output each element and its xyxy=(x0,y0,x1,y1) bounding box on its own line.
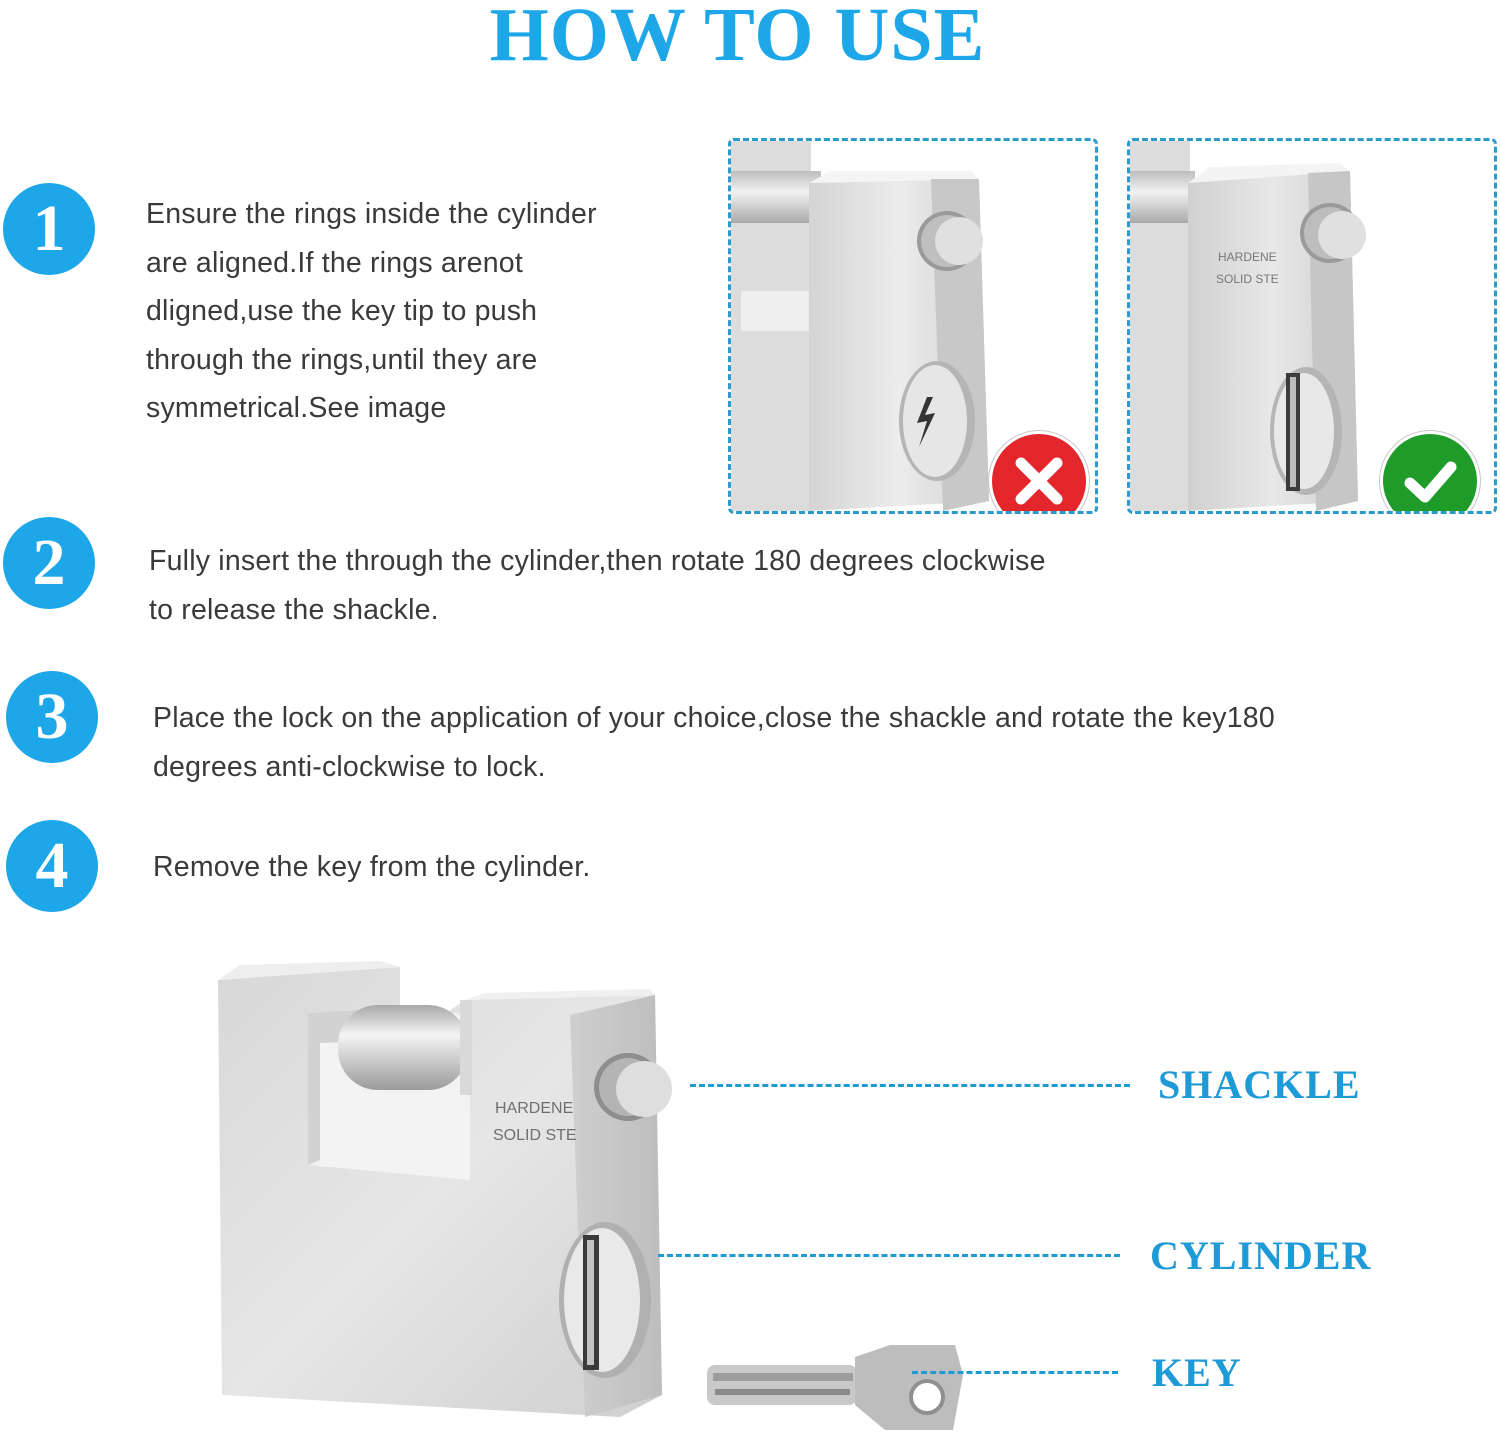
step-3-text xyxy=(153,694,1275,791)
text-line: Fully insert the through the cylinder,then rotate 180 degrees clockwise xyxy=(149,545,1046,577)
shackle-callout-line xyxy=(690,1084,1130,1087)
text-line: are aligned.If the rings arenot xyxy=(146,246,523,279)
correct-alignment-image xyxy=(1127,138,1497,514)
step-3-number-badge xyxy=(6,671,98,763)
text-line: symmetrical.See image xyxy=(146,392,447,424)
text-line: Ensure the rings inside the cylinder xyxy=(146,198,597,230)
engraving-text: SOLID STE xyxy=(493,1127,577,1144)
engraving-text: HARDENE xyxy=(495,1100,574,1117)
step-number: 4 xyxy=(35,829,69,902)
padlock-diagram-illustration xyxy=(210,955,690,1425)
text-line: Place the lock on the application of your choice,close the shackle and rotate the key180 xyxy=(153,702,1275,734)
engraving-text: SOLID STE xyxy=(1216,272,1279,286)
key-illustration xyxy=(705,1335,970,1430)
step-1-text xyxy=(146,190,597,433)
cylinder-label: CYLINDER xyxy=(1150,1233,1372,1278)
text-line: through the rings,until they are xyxy=(146,343,538,376)
text-line: dligned,use the key tip to push xyxy=(146,295,538,327)
step-number: 2 xyxy=(32,526,66,599)
text-line: Remove the key from the cylinder. xyxy=(153,851,591,883)
step-2-text xyxy=(149,537,1046,634)
step-4-text xyxy=(153,843,590,892)
wrong-alignment-image xyxy=(728,138,1098,514)
text-line: to release the shackle. xyxy=(149,593,439,626)
text-line: degrees anti-clockwise to lock. xyxy=(153,750,546,783)
cylinder-callout-line xyxy=(658,1254,1120,1257)
step-2-number-badge xyxy=(3,517,95,609)
key-label: KEY xyxy=(1152,1350,1242,1395)
key-callout-line xyxy=(912,1371,1118,1374)
step-4-number-badge xyxy=(6,820,98,912)
step-1-number-badge xyxy=(3,183,95,275)
step-number: 3 xyxy=(35,680,69,753)
engraving-text: HARDENE xyxy=(1218,250,1277,264)
shackle-label: SHACKLE xyxy=(1158,1062,1361,1107)
page-title: HOW TO USE xyxy=(489,0,986,77)
step-number: 1 xyxy=(32,192,66,265)
